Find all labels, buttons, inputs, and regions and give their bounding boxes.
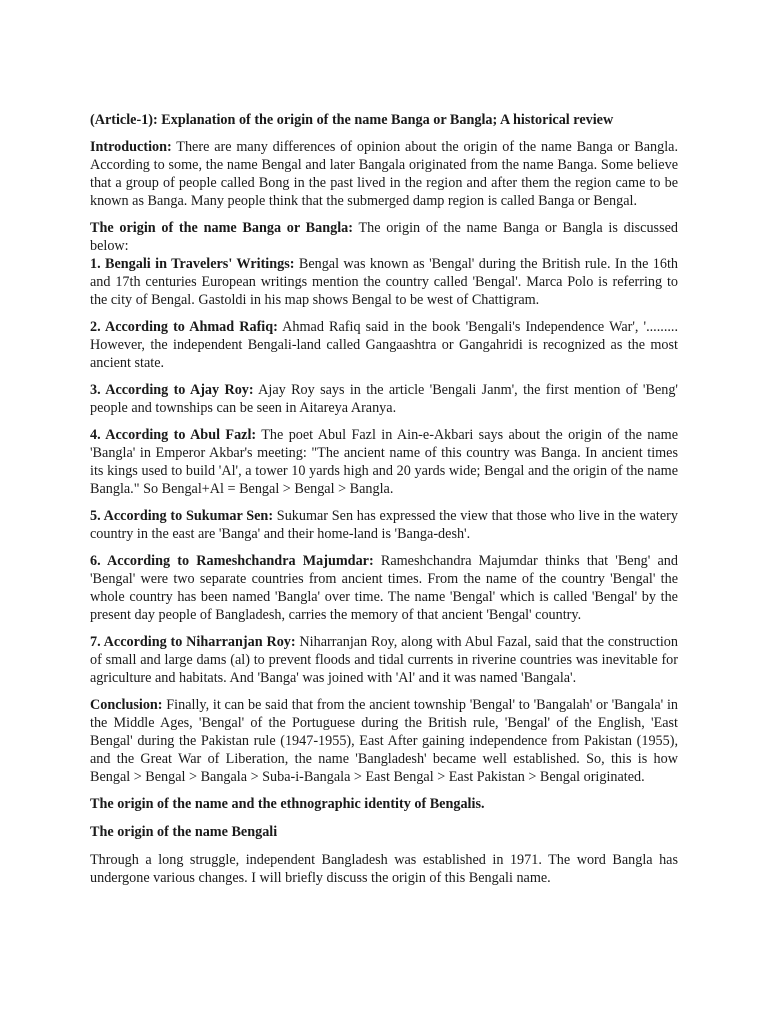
point-paragraph-3	[90, 381, 678, 417]
point-text: Ahmad Rafiq said in the book 'Bengali's Independence War', '......... However, the independent Bengali-land called Gangaashtra or Gangahridi is recognized as the most ancient state.	[90, 319, 679, 371]
point-label: 5. According to Sukumar Sen:	[90, 508, 274, 524]
conclusion-paragraph	[90, 696, 678, 786]
ethnographic-heading: The origin of the name and the ethnographic identity of Bengalis.	[90, 796, 485, 812]
point-paragraph-4	[90, 426, 678, 498]
point-text: Niharranjan Roy, along with Abul Fazal, said that the construction of small and large dams (al) to prevent floods and tidal currents in riverine countries was inevitable for agriculture and habitats. And 'Banga' was joined with 'Al' and it was named 'Bangala'.	[90, 634, 678, 686]
conclusion-label: Conclusion:	[90, 697, 163, 713]
point-text: Ajay Roy says in the article 'Bengali Janm', the first mention of 'Beng' people and townships can be seen in Aitareya Aranya.	[90, 382, 678, 416]
bengali-origin-heading: The origin of the name Bengali	[90, 824, 278, 840]
point-text: Rameshchandra Majumdar thinks that 'Beng' and 'Bengal' were two separate countries from ancient times. From the name of the country 'Bengal' the whole country has been named 'Bangla' over time. The name 'Bengal' which is called 'Bengal' by the present day people of Bangladesh, carries the memory of that ancient 'Bengal' country.	[90, 553, 678, 623]
point-text: Bengal was known as 'Bengal' during the British rule. In the 16th and 17th centuries European writings mention the country called 'Bengal'. Marca Polo is referring to the city of Bengal. Gastoldi in his map shows Bengal to be west of Chattigram.	[90, 256, 679, 308]
point-label: 4. According to Abul Fazl:	[90, 427, 257, 443]
point-paragraph-1	[90, 255, 678, 309]
point-label: 1. Bengali in Travelers' Writings:	[90, 256, 295, 272]
point-label: 2. According to Ahmad Rafiq:	[90, 319, 278, 335]
point-text: The poet Abul Fazl in Ain-e-Akbari says about the origin of the name 'Bangla' in Emperor Akbar's meeting: "The ancient name of this country was Banga. In ancient times its kings used to build 'Al', a tower 10 yards high and 20 yards wide; Bengal and the origin of the name Bangla." So Bengal+Al = Bengal > Bengal > Bangla.	[90, 427, 678, 497]
introduction-text: There are many differences of opinion about the origin of the name Banga or Bangla. According to some, the name Bengal and later Bangala originated from the name Banga. Some believe that a group of people called Bong in the past lived in the region and after them the region came to be known as Banga. Many people think that the submerged damp region is called Banga or Bengal.	[90, 139, 678, 209]
origin-paragraph	[90, 219, 678, 255]
point-paragraph-6	[90, 552, 678, 624]
origin-label: The origin of the name Banga or Bangla:	[90, 220, 353, 236]
article-title: (Article-1): Explanation of the origin of the name Banga or Bangla; A historical review	[90, 112, 614, 128]
point-paragraph-7	[90, 633, 678, 687]
point-label: 7. According to Niharranjan Roy:	[90, 634, 296, 650]
introduction-paragraph	[90, 138, 678, 210]
point-paragraph-5	[90, 507, 678, 543]
point-label: 3. According to Ajay Roy:	[90, 382, 254, 398]
conclusion-text: Finally, it can be said that from the ancient township 'Bengal' to 'Bangalah' or 'Bangala' in the Middle Ages, 'Bengal' of the Portuguese during the British rule, 'Bengal' of the English, 'East Bengal' during the Pakistan rule (1947-1955), East After gaining independence from Pakistan (1955), and the Great War of Liberation, the name 'Bangladesh' became well established. So, this is how Bengal > Bengal > Bangala > Suba-i-Bangala > East Bengal > East Pakistan > Bengal originated.	[90, 697, 678, 785]
point-text: Sukumar Sen has expressed the view that those who live in the watery country in the east are 'Banga' and their home-land is 'Banga-desh'.	[90, 508, 678, 542]
introduction-label: Introduction:	[90, 139, 172, 155]
point-paragraph-2	[90, 318, 678, 372]
point-label: 6. According to Rameshchandra Majumdar:	[90, 553, 374, 569]
origin-text: The origin of the name Banga or Bangla is discussed below:	[90, 220, 678, 254]
final-paragraph: Through a long struggle, independent Bangladesh was established in 1971. The word Bangla has undergone various changes. I will briefly discuss the origin of this Bengali name.	[90, 852, 678, 886]
